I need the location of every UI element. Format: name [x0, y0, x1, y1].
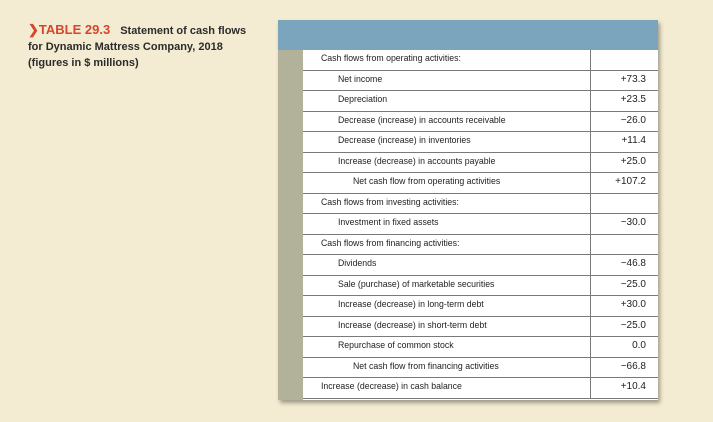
table-row [303, 132, 658, 153]
table-row [303, 317, 658, 338]
value-cell [590, 173, 658, 193]
table-row [303, 276, 658, 297]
row-label: Decrease (increase) in accounts receivable [338, 114, 506, 126]
row-label: Increase (decrease) in long-term debt [338, 299, 484, 310]
row-label: Dividends [338, 258, 377, 269]
table-body [303, 50, 658, 400]
value-cell [590, 214, 658, 234]
table-caption [28, 22, 258, 71]
table-row [303, 337, 658, 358]
value-cell [590, 296, 658, 316]
table-row [303, 112, 658, 133]
row-label: Increase (decrease) in accounts payable [338, 155, 496, 167]
table-row [303, 296, 658, 317]
row-label: Net cash flow from operating activities [353, 176, 501, 187]
table-row [303, 194, 658, 215]
table-row [303, 378, 658, 399]
row-label: Depreciation [338, 94, 388, 105]
row-label: Increase (decrease) in short-term debt [338, 319, 487, 331]
value-cell [590, 337, 658, 357]
table-row [303, 91, 658, 112]
row-value: +11.4 [621, 135, 646, 146]
row-value: −46.8 [620, 258, 646, 269]
row-value: +73.3 [620, 73, 646, 85]
row-value: −30.0 [620, 217, 646, 228]
table-row [303, 358, 658, 379]
table-header-band [278, 20, 658, 50]
value-cell [590, 153, 658, 173]
table-row [303, 214, 658, 235]
row-value: 0.0 [632, 340, 646, 351]
table-title: Statement of cash flows for Dynamic Mattress Company, 2018 (figures in $ millions) [28, 25, 247, 69]
row-label: Net cash flow from financing activities [353, 360, 499, 372]
value-cell [590, 132, 658, 152]
row-value: +25.0 [620, 155, 646, 167]
row-value: −66.8 [620, 360, 646, 372]
row-value: +107.2 [615, 176, 646, 187]
value-cell [590, 378, 658, 398]
value-cell [590, 91, 658, 111]
value-cell [590, 235, 658, 255]
row-label: Decrease (increase) in inventories [338, 135, 471, 146]
table-row [303, 173, 658, 194]
row-label: Repurchase of common stock [338, 340, 454, 351]
row-label: Cash flows from investing activities: [321, 196, 459, 208]
row-label: Sale (purchase) of marketable securities [338, 278, 495, 290]
row-value: −25.0 [620, 319, 646, 331]
value-cell [590, 255, 658, 275]
value-cell [590, 194, 658, 214]
cash-flow-table [278, 20, 658, 400]
row-value: +23.5 [620, 94, 646, 105]
row-value: +30.0 [620, 299, 646, 310]
row-label: Cash flows from financing activities: [321, 237, 460, 249]
row-label: Cash flows from operating activities: [321, 53, 461, 64]
value-cell [590, 50, 658, 70]
row-label: Increase (decrease) in cash balance [321, 381, 462, 392]
row-value: −26.0 [620, 114, 646, 126]
row-label: Investment in fixed assets [338, 217, 439, 228]
row-value: −25.0 [620, 278, 646, 290]
value-cell [590, 276, 658, 296]
value-cell [590, 112, 658, 132]
table-number: TABLE 29.3 [38, 22, 111, 37]
table-row [303, 235, 658, 256]
table-row [303, 255, 658, 276]
value-cell [590, 71, 658, 91]
table-row [303, 50, 658, 71]
value-cell [590, 358, 658, 378]
table-row [303, 71, 658, 92]
caption-marker-icon: ❯ [28, 22, 39, 37]
value-cell [590, 317, 658, 337]
row-value: +10.4 [620, 381, 646, 392]
row-label: Net income [338, 73, 383, 85]
table-row [303, 153, 658, 174]
